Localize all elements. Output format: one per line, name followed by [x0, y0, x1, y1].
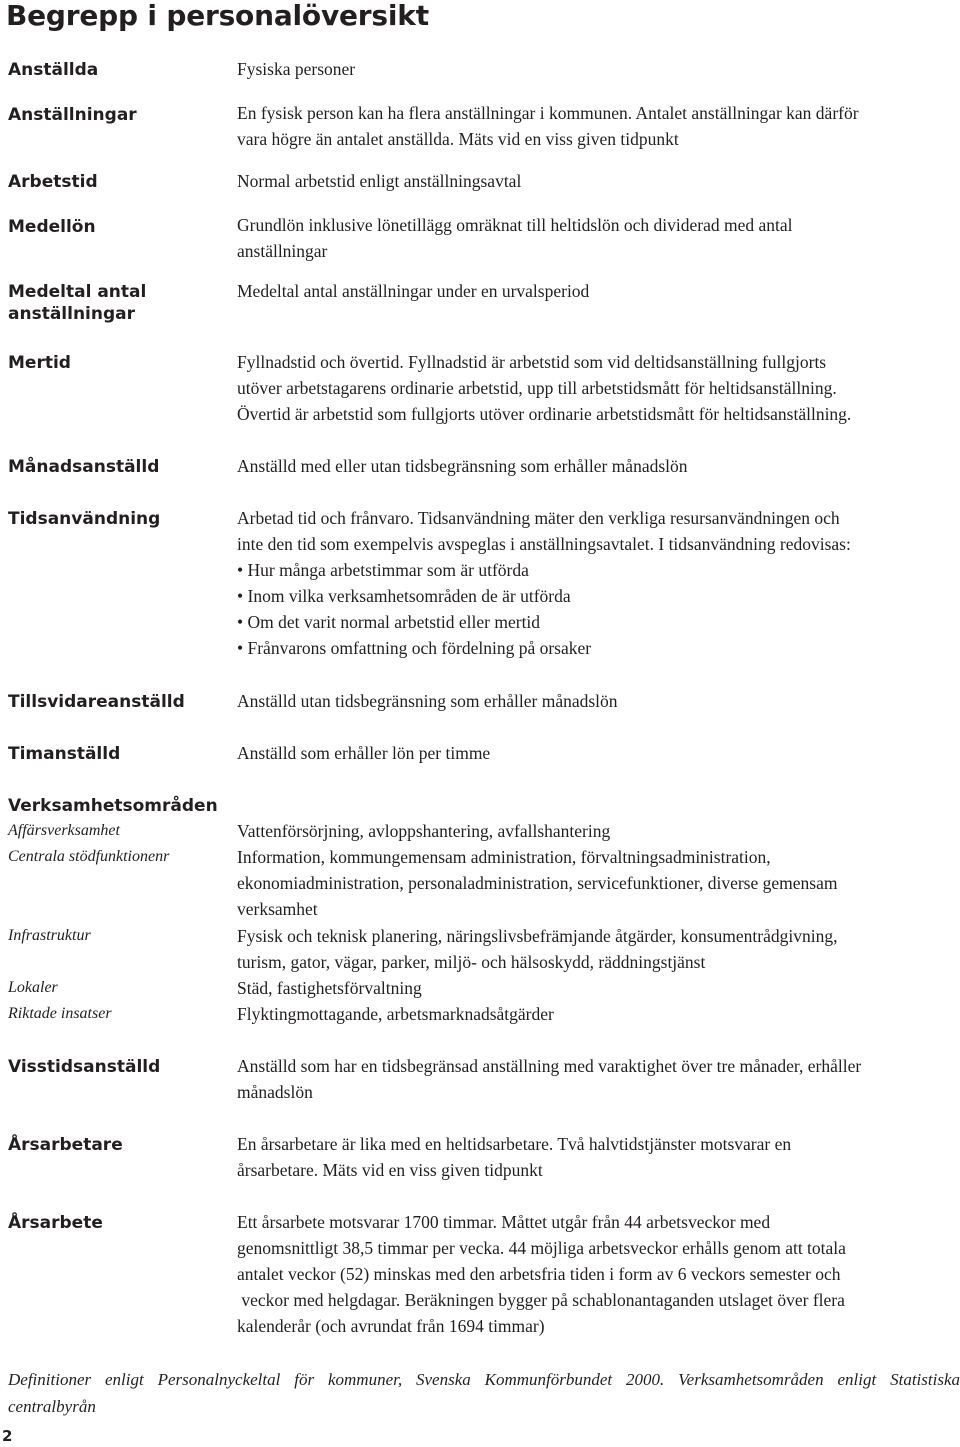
def-medellon — [237, 212, 960, 264]
def-line: anställningar — [237, 241, 328, 261]
term-tillsvidare: Tillsvidareanställd — [8, 692, 185, 712]
def-line: Fyllnadstid och övertid. Fyllnadstid är arbetstid som vid deltidsanställning fullgjorts — [237, 352, 827, 372]
term-timanstalld: Timanställd — [8, 744, 121, 764]
def-line: Ett årsarbete motsvarar 1700 timmar. Måttet utgår från 44 arbetsveckor med — [237, 1212, 771, 1232]
def-anstallningar — [237, 100, 960, 152]
def-affarsverksamhet: Vattenförsörjning, avloppshantering, avfallshantering — [237, 821, 611, 841]
term-visstid: Visstidsanställd — [8, 1057, 161, 1077]
footnote — [8, 1366, 960, 1420]
term-anstallningar: Anställningar — [8, 105, 137, 125]
sub-affarsverksamhet: Affärsverksamhet — [8, 822, 120, 839]
term-tidsanvandning: Tidsanvändning — [8, 509, 161, 529]
sub-centrala: Centrala stödfunktionenr — [8, 848, 170, 865]
term-medellon: Medellön — [8, 217, 96, 237]
term-line: Medeltal antal — [8, 282, 147, 302]
def-arbetstid: Normal arbetstid enligt anställningsavtal — [237, 171, 522, 191]
def-line: Arbetad tid och frånvaro. Tidsanvändning mäter den verkliga resursanvändningen och — [237, 508, 840, 528]
def-line: Anställd som har en tidsbegränsad anställning med varaktighet över tre månader, erhåller — [237, 1056, 862, 1076]
def-line: genomsnittligt 38,5 timmar per vecka. 44 möjliga arbetsveckor erhålls genom att totala — [237, 1238, 846, 1258]
def-visstid — [237, 1053, 960, 1105]
term-arbetstid: Arbetstid — [8, 172, 98, 192]
def-line: Grundlön inklusive lönetillägg omräknat till heltidslön och dividerad med antal — [237, 215, 793, 235]
def-line: antalet veckor (52) minskas med den arbetsfria tiden i form av 6 veckors semester och — [237, 1264, 841, 1284]
def-infrastruktur — [237, 923, 960, 975]
bullet-item: • Frånvarons omfattning och fördelning på orsaker — [237, 638, 592, 658]
def-tidsanvandning — [237, 505, 960, 661]
def-line: turism, gator, vägar, parker, miljö- och hälsoskydd, räddningstjänst — [237, 952, 706, 972]
footnote-line: Definitioner enligt Personalnyckeltal för kommuner, Svenska Kommunförbundet 2000. Verksamhetsområden enligt Statistiska — [8, 1370, 960, 1389]
def-line: En årsarbetare är lika med en heltidsarbetare. Två halvtidstjänster motsvarar en — [237, 1134, 792, 1154]
def-line: En fysisk person kan ha flera anställningar i kommunen. Antalet anställningar kan därför — [237, 103, 859, 123]
def-mertid — [237, 349, 960, 427]
def-riktade: Flyktingmottagande, arbetsmarknadsåtgärder — [237, 1004, 554, 1024]
def-line: Fysisk och teknisk planering, näringslivsbefrämjande åtgärder, konsumentrådgivning, — [237, 926, 838, 946]
def-centrala — [237, 844, 960, 922]
term-arsarbete: Årsarbete — [8, 1213, 103, 1233]
term-medeltal — [8, 281, 230, 325]
def-line: vara högre än antalet anställda. Mäts vid en viss given tidpunkt — [237, 129, 679, 149]
sub-riktade: Riktade insatser — [8, 1005, 112, 1022]
def-line: årsarbetare. Mäts vid en viss given tidpunkt — [237, 1160, 543, 1180]
def-line: Information, kommungemensam administration, förvaltningsadministration, — [237, 847, 771, 867]
def-line: verksamhet — [237, 899, 318, 919]
term-anstallda: Anställda — [8, 60, 99, 80]
def-manadsanstalld: Anställd med eller utan tidsbegränsning som erhåller månadslön — [237, 456, 688, 476]
def-lokaler: Städ, fastighetsförvaltning — [237, 978, 422, 998]
def-line: veckor med helgdagar. Beräkningen bygger på schablonantaganden utslaget över flera — [237, 1290, 845, 1310]
def-line: kalenderår (och avrundat från 1694 timmar) — [237, 1316, 545, 1336]
bullet-item: • Om det varit normal arbetstid eller mertid — [237, 612, 541, 632]
term-manadsanstalld: Månadsanställd — [8, 457, 160, 477]
term-arsarbetare: Årsarbetare — [8, 1135, 123, 1155]
def-anstallda: Fysiska personer — [237, 59, 356, 79]
term-mertid: Mertid — [8, 353, 71, 373]
term-verksamhetsomraden: Verksamhetsområden — [8, 796, 218, 816]
def-arsarbete — [237, 1209, 960, 1339]
def-line: utöver arbetstagarens ordinarie arbetstid, upp till arbetstidsmått för heltidsanställning. — [237, 378, 837, 398]
page-title: Begrepp i personalöversikt — [6, 0, 429, 32]
term-line: anställningar — [8, 304, 136, 324]
def-line: ekonomiadministration, personaladministration, servicefunktioner, diverse gemensam — [237, 873, 838, 893]
bullet-item: • Inom vilka verksamhetsområden de är utförda — [237, 586, 571, 606]
def-medeltal: Medeltal antal anställningar under en urvalsperiod — [237, 281, 590, 301]
def-line: Övertid är arbetstid som fullgjorts utöver ordinarie arbetstidsmått för heltidsanställning. — [237, 404, 852, 424]
def-line: inte den tid som exempelvis avspeglas i anställningsavtalet. I tidsanvändning redovisas: — [237, 534, 851, 554]
def-arsarbetare — [237, 1131, 960, 1183]
page-number: 2 — [2, 1427, 13, 1445]
def-timanstalld: Anställd som erhåller lön per timme — [237, 743, 491, 763]
sub-lokaler: Lokaler — [8, 979, 58, 996]
footnote-line: centralbyrån — [8, 1397, 96, 1416]
bullet-item: • Hur många arbetstimmar som är utförda — [237, 560, 529, 580]
sub-infrastruktur: Infrastruktur — [8, 927, 91, 944]
def-tillsvidare: Anställd utan tidsbegränsning som erhåller månadslön — [237, 691, 618, 711]
def-line: månadslön — [237, 1082, 313, 1102]
